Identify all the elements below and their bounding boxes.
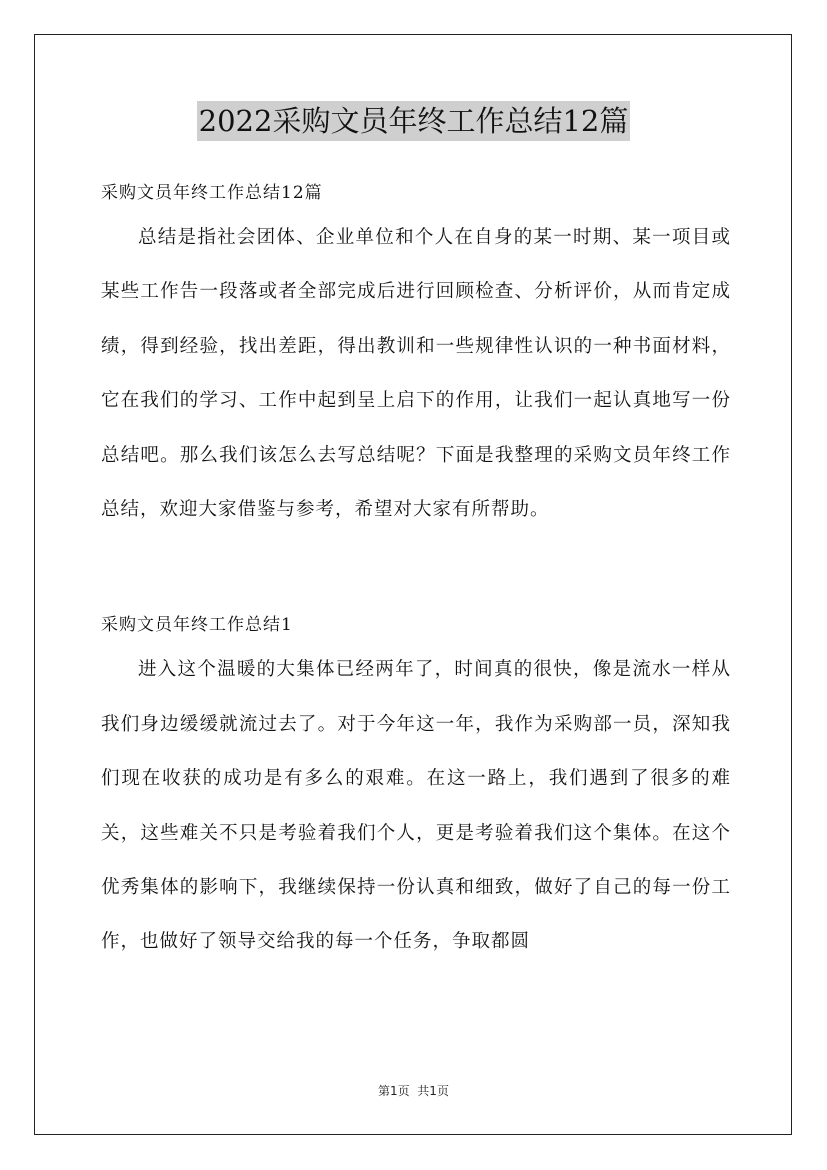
title-container <box>0 101 827 141</box>
paragraph-gap <box>101 537 731 607</box>
page-footer: 第1页 共1页 <box>378 1084 449 1098</box>
document-body <box>101 175 731 970</box>
chapter-paragraph: 进入这个温暖的大集体已经两年了，时间真的很快，像是流水一样从我们身边缓缓就流过去了。对于今年这一年，我作为采购部一员，深知我们现在收获的成功是有多么的艰难。在这一路上，我们遇到了很多的难关，这些难关不只是考验着我们个人，更是考验着我们这个集体。在这个优秀集体的影响下，我继续保持一份认真和细致，做好了自己的每一份工作，也做好了领导交给我的每一个任务，争取都圆 <box>101 659 731 953</box>
intro-paragraph: 总结是指社会团体、企业单位和个人在自身的某一时期、某一项目或某些工作告一段落或者全部完成后进行回顾检查、分析评价，从而肯定成绩，得到经验，找出差距，得出教训和一些规律性认识的一种书面材料，它在我们的学习、工作中起到呈上启下的作用，让我们一起认真地写一份总结吧。那么我们该怎么去写总结呢？下面是我整理的采购文员年终工作总结，欢迎大家借鉴与参考，希望对大家有所帮助。 <box>101 227 731 521</box>
document-title: 2022采购文员年终工作总结12篇 <box>197 101 631 141</box>
section-heading: 采购文员年终工作总结12篇 <box>101 183 323 203</box>
chapter-heading: 采购文员年终工作总结1 <box>101 615 293 636</box>
